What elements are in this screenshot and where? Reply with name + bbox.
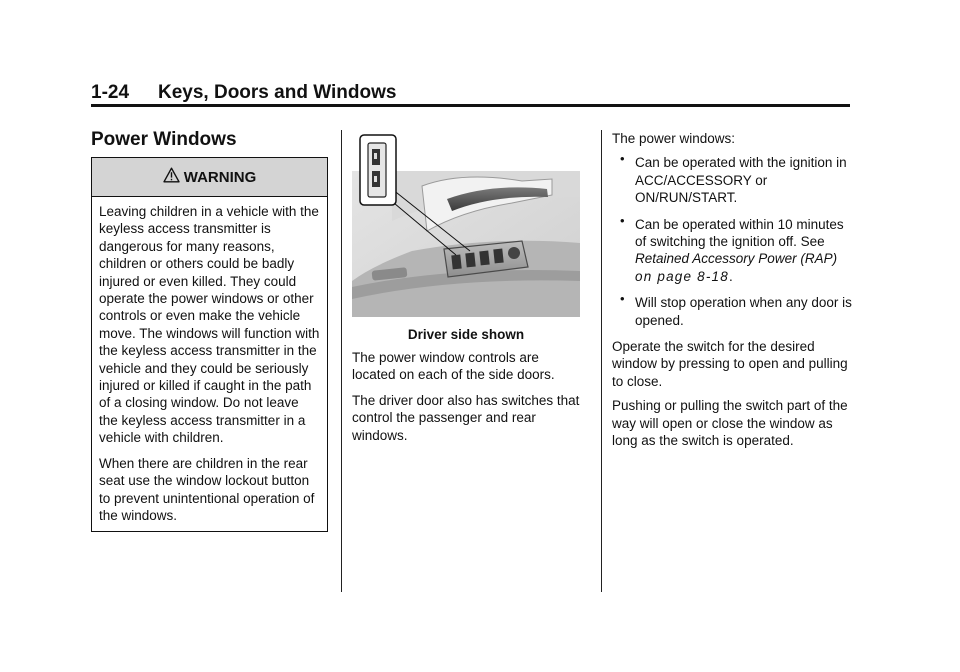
warning-paragraph: When there are children in the rear seat use the window lockout button to prevent unintentional operation of the windows. (99, 455, 315, 523)
warning-body (92, 197, 327, 524)
door-switch-illustration (352, 131, 580, 317)
body-paragraph: Pushing or pulling the switch part of the way will open or close the window as long as the switch is operated. (612, 398, 848, 449)
list-item-text: Can be operated with the ignition in ACC/ACCESSORY or ON/RUN/START. (635, 155, 847, 206)
feature-list (612, 151, 852, 329)
column-divider-2 (601, 130, 602, 592)
list-item (612, 151, 852, 206)
page-header (91, 82, 396, 104)
list-intro: The power windows: (612, 131, 736, 146)
header-rule (91, 104, 850, 107)
list-item-text: Will stop operation when any door is opened. (635, 295, 852, 328)
bullet-icon: • (620, 291, 625, 307)
warning-header (92, 158, 327, 197)
warning-title: WARNING (183, 168, 257, 186)
chapter-title: Keys, Doors and Windows (158, 82, 397, 103)
page-number: 1-24 (91, 82, 130, 103)
list-item-tail: . (728, 268, 733, 284)
figure-caption: Driver side shown (407, 327, 525, 342)
column-3-text (612, 130, 852, 457)
warning-box (91, 157, 328, 532)
list-item (612, 291, 852, 329)
list-item-text: Can be operated within 10 minutes of switching the ignition off. See (635, 216, 844, 250)
list-item (612, 212, 852, 286)
warning-paragraph: Leaving children in a vehicle with the keyless access transmitter is dangerous for many reasons, children or others could be badly injured or even killed. They could operate the power windows or other controls or even make the vehicle move. The windows will function with the keyless access transmitter in the vehicle and they could be seriously injured or killed if caught in the path of a closing window. Do not leave the keyless access transmitter in a vehicle with children. (99, 204, 320, 446)
column-divider-1 (341, 130, 342, 592)
page-reference: on page 8-18 (635, 268, 729, 284)
bullet-icon: • (620, 151, 625, 167)
warning-triangle-icon (163, 167, 180, 188)
body-paragraph: The power window controls are located on each of the side doors. (352, 350, 555, 383)
body-paragraph: The driver door also has switches that control the passenger and rear windows. (352, 392, 580, 443)
section-title: Power Windows (91, 129, 237, 150)
cross-reference: Retained Accessory Power (RAP) (635, 251, 838, 267)
column-2-text (352, 349, 584, 452)
bullet-icon: • (620, 212, 625, 228)
body-paragraph: Operate the switch for the desired window by pressing to open and pulling to close. (612, 339, 848, 389)
